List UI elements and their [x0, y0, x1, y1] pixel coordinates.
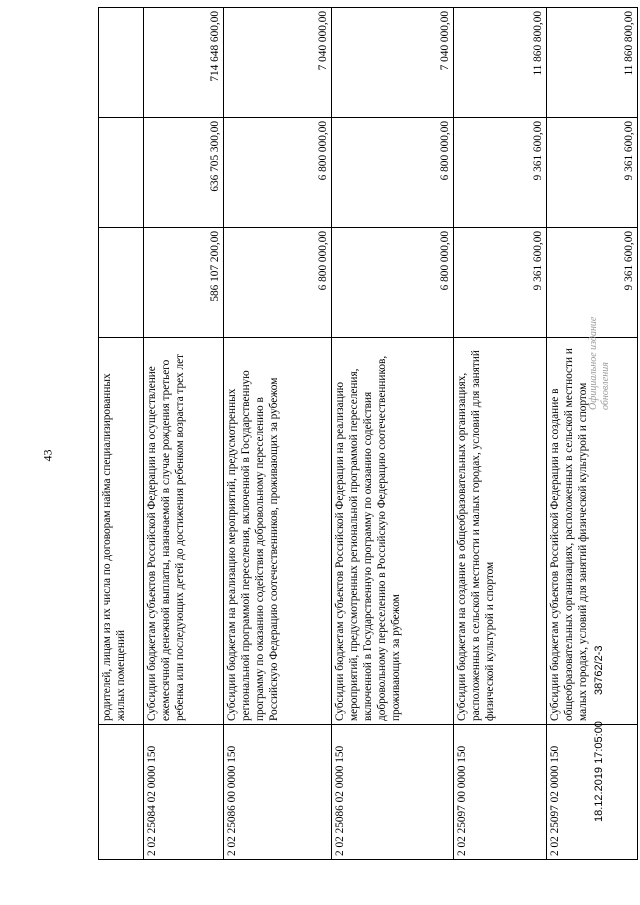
row-value-2021 — [99, 8, 144, 118]
table-row — [224, 8, 332, 860]
row-description: родителей, лицам из их числа по договорам найма специализированных жилых помещений — [99, 338, 144, 725]
row-value-2019: 6 800 000,00 — [224, 228, 332, 338]
row-value-2021: 714 648 600,00 — [144, 8, 224, 118]
page-number: 43 — [40, 449, 55, 462]
row-value-2021: 7 040 000,00 — [224, 8, 332, 118]
row-value-2020: 9 361 600,00 — [454, 118, 547, 228]
row-code: 2 02 25086 02 0000 150 — [332, 725, 454, 860]
row-value-2021: 11 860 800,00 — [547, 8, 638, 118]
stamp-line: Официальное издание — [588, 316, 599, 410]
row-value-2020: 636 705 300,00 — [144, 118, 224, 228]
table-row — [99, 8, 144, 860]
table-row — [332, 8, 454, 860]
table-row — [144, 8, 224, 860]
row-description: Субсидии бюджетам на реализацию мероприятий, предусмотренных региональной программой переселения, включенной в Государственную программу по оказанию содействия добровольному переселению в Российскую Федерацию соотечественников, проживающих за рубежом — [224, 338, 332, 725]
row-description: Субсидии бюджетам субъектов Российской Федерации на реализацию мероприятий, предусмотренных региональной программой переселения, включенной в Государственную программу по оказанию содействия добровольному переселению в Российскую Федерацию соотечественников, проживающих за рубежом — [332, 338, 454, 725]
row-value-2019: 6 800 000,00 — [332, 228, 454, 338]
row-value-2019 — [99, 228, 144, 338]
row-value-2021: 7 040 000,00 — [332, 8, 454, 118]
row-code — [99, 725, 144, 860]
row-value-2019: 9 361 600,00 — [547, 228, 638, 338]
footer-doc-code: 38762/2-3 — [593, 645, 605, 695]
row-value-2021: 11 860 800,00 — [454, 8, 547, 118]
row-value-2020: 6 800 000,00 — [332, 118, 454, 228]
row-value-2019: 586 107 200,00 — [144, 228, 224, 338]
table-row — [454, 8, 547, 860]
footer-datetime: 18.12.2019 17:05:00 — [593, 721, 605, 822]
row-description: Субсидии бюджетам субъектов Российской Федерации на создание в общеобразовательных организациях, расположенных в сельской местности и малых городах, условий для занятий физической культурой и спортом — [547, 338, 638, 725]
row-description: Субсидии бюджетам субъектов Российской Федерации на осуществление ежемесячной денежной выплаты, назначаемой в случае рождения третьего ребенка или последующих детей до достижения ребенком возраста трех лет — [144, 338, 224, 725]
official-stamp — [588, 317, 612, 410]
row-code: 2 02 25097 02 0000 150 — [547, 725, 638, 860]
row-code: 2 02 25097 00 0000 150 — [454, 725, 547, 860]
row-value-2020: 9 361 600,00 — [547, 118, 638, 228]
row-code: 2 02 25084 02 0000 150 — [144, 725, 224, 860]
row-code: 2 02 25086 00 0000 150 — [224, 725, 332, 860]
row-value-2020 — [99, 118, 144, 228]
row-value-2019: 9 361 600,00 — [454, 228, 547, 338]
row-description: Субсидии бюджетам на создание в общеобразовательных организациях, расположенных в сельской местности и малых городах, условий для занятий физической культурой и спортом — [454, 338, 547, 725]
table-row — [547, 8, 638, 860]
stamp-line: обновления — [600, 362, 611, 410]
budget-table — [98, 7, 638, 860]
row-value-2020: 6 800 000,00 — [224, 118, 332, 228]
